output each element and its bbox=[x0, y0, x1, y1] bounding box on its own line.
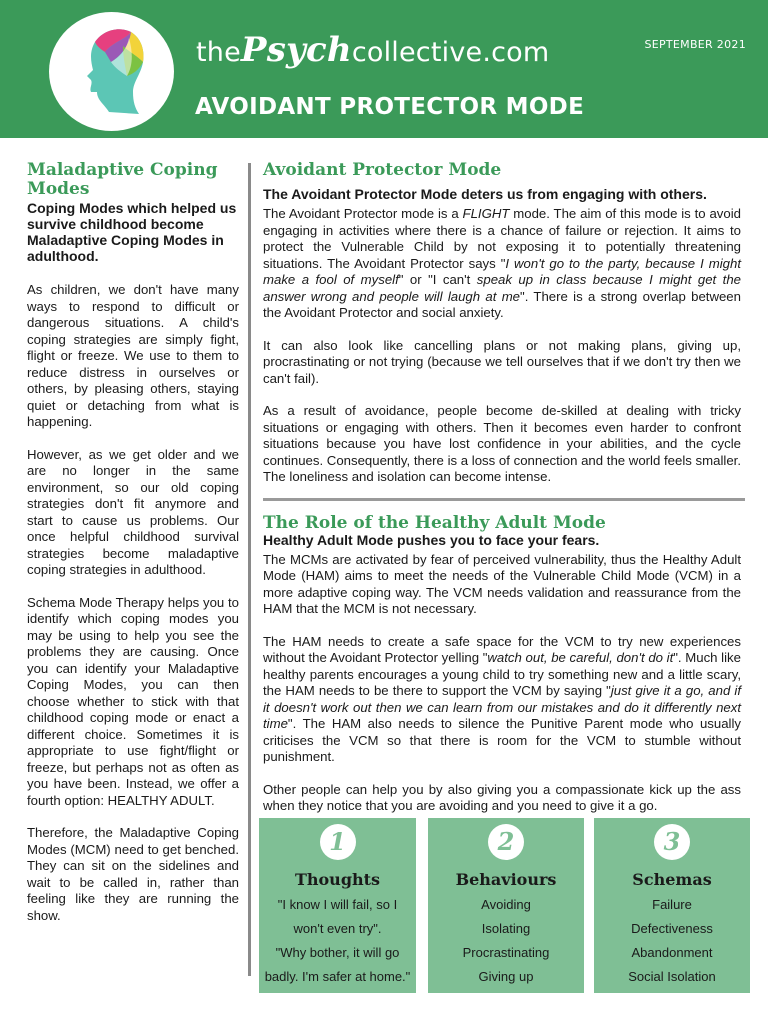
section-subheading-avoidant: The Avoidant Protector Mode deters us from engaging with others. bbox=[263, 186, 707, 202]
box-behaviours bbox=[428, 818, 584, 993]
box-line: badly. I'm safer at home." bbox=[264, 969, 411, 984]
header-banner bbox=[0, 0, 768, 138]
left-paragraph: However, as we get older and we are no longer in the same environment, so our old coping strategies don't fit anymore and start to cause us problems. Our once helpful childhood survival strategies become maladaptive coping strategies in adulthood. bbox=[27, 446, 239, 577]
healthy-adult-paragraph-3: Other people can help you by also giving you a compassionate kick up the ass when they notice that you are avoiding and you need to give it a go. bbox=[263, 781, 741, 813]
site-name bbox=[196, 30, 549, 70]
head-silhouette-icon bbox=[49, 12, 174, 131]
number-badge: 3 bbox=[654, 824, 690, 860]
number-badge: 1 bbox=[320, 824, 356, 860]
box-title: Schemas bbox=[632, 870, 712, 889]
healthy-adult-paragraph-1: The MCMs are activated by fear of perceived vulnerability, thus the Healthy Adult Mode (HAM) aims to meet the needs of the Vulnerable Child Mode (VCM) in a more adaptive coping way. The VCM needs validation and reassurance from the HAM that the MCM is not necessary. bbox=[263, 551, 741, 616]
left-paragraph: Therefore, the Maladaptive Coping Modes (MCM) need to get benched. They can sit on the sidelines and wait to be called in, rather than feeling like they are running the show. bbox=[27, 825, 239, 923]
section-subheading-healthy-adult: Healthy Adult Mode pushes you to face your fears. bbox=[263, 531, 600, 548]
avoidant-paragraph-3: As a result of avoidance, people become de-skilled at dealing with tricky situations or engaging with others. Then it becomes even harder to confront situations because you have lost confidence in your abilities, and the cycle continues. Consequently, there is a loss of connection and the world feels smaller. The loneliness and isolation can become intense. bbox=[263, 403, 741, 484]
left-paragraph: Schema Mode Therapy helps you to identify which coping modes you may be using to help you see the problems they are causing. Once you can identify your Maladaptive Coping Modes, you can then choose whether to stick with that childhood coping mode or enact a different choice. Sometimes it is appropriate to use fight/flight or freeze, but perhaps not as often as you have been. Instead, we offer a fourth option: HEALTHY ADULT. bbox=[27, 594, 239, 808]
box-title: Behaviours bbox=[455, 870, 557, 889]
section-divider bbox=[263, 498, 745, 501]
avoidant-paragraph-1: The Avoidant Protector mode is a FLIGHT mode. The aim of this mode is to avoid engaging in activities where there is a chance of failure or rejection. It aims to protect the Vulnerable Child by not exposing it to potentially threatening situations. The Avoidant Protector says "I won't go to the party, because I might make a fool of myself" or "I can't speak up in class because I might get the answer wrong and people will laugh at me". There is a strong overlap between the Avoidant Protector and social anxiety. bbox=[263, 206, 742, 320]
box-schemas bbox=[594, 818, 750, 993]
box-line: Failure bbox=[652, 897, 692, 912]
box-line: "I know I will fail, so I bbox=[277, 897, 398, 912]
right-column bbox=[263, 160, 741, 815]
box-line: Giving up bbox=[478, 969, 534, 984]
number-badge: 2 bbox=[488, 824, 524, 860]
box-line: Procrastinating bbox=[462, 945, 550, 960]
box-thoughts bbox=[259, 818, 416, 993]
box-line: Social Isolation bbox=[628, 969, 716, 984]
box-line: won't even try". bbox=[293, 921, 382, 936]
column-divider bbox=[248, 163, 251, 976]
box-line: Isolating bbox=[481, 921, 531, 936]
box-line: Defectiveness bbox=[631, 921, 713, 936]
avoidant-paragraph-2: It can also look like cancelling plans or not making plans, giving up, procrastinating or not trying (because we tell ourselves that if we don't try then we can't fail). bbox=[263, 337, 741, 386]
site-brand: Psych bbox=[240, 30, 352, 70]
section-heading-healthy-adult: The Role of the Healthy Adult Mode bbox=[263, 512, 606, 533]
summary-boxes bbox=[259, 818, 749, 993]
site-suffix: collective.com bbox=[351, 37, 550, 68]
logo bbox=[49, 12, 174, 131]
left-paragraph: As children, we don't have many ways to respond to difficult or dangerous situations. A child's coping strategies are simply fight, flight or freeze. We use to them to reduce distress in ourselves or others, by pleasing others, staying quiet or detaching from what is happening. bbox=[27, 282, 239, 429]
page-title: AVOIDANT PROTECTOR MODE bbox=[195, 94, 585, 120]
left-column bbox=[27, 161, 239, 924]
left-subheading: Coping Modes which helped us survive childhood become Maladaptive Coping Modes in adulthood. bbox=[27, 200, 237, 264]
left-heading: Maladaptive Coping Modes bbox=[27, 160, 218, 199]
healthy-adult-paragraph-2: The HAM needs to create a safe space for the VCM to try new experiences without the Avoidant Protector yelling "watch out, be careful, don't do it". Much like healthy parents encourages a young child to try something new and a little scary, the HAM needs to be there to support the VCM by saying "just give it a go, and if it doesn't work out then we can learn from our mistakes and do it differently next time". The HAM also needs to silence the Punitive Parent mode who usually criticises the VCM so that there is room for the VCM to stumble without punishment. bbox=[263, 633, 741, 764]
box-line: Avoiding bbox=[481, 897, 531, 912]
box-line: Abandonment bbox=[631, 945, 713, 960]
box-line: "Why bother, it will go bbox=[275, 945, 400, 960]
section-heading-avoidant: Avoidant Protector Mode bbox=[263, 160, 502, 180]
site-prefix: the bbox=[196, 37, 241, 68]
issue-date: SEPTEMBER 2021 bbox=[644, 38, 746, 51]
box-title: Thoughts bbox=[294, 870, 381, 889]
